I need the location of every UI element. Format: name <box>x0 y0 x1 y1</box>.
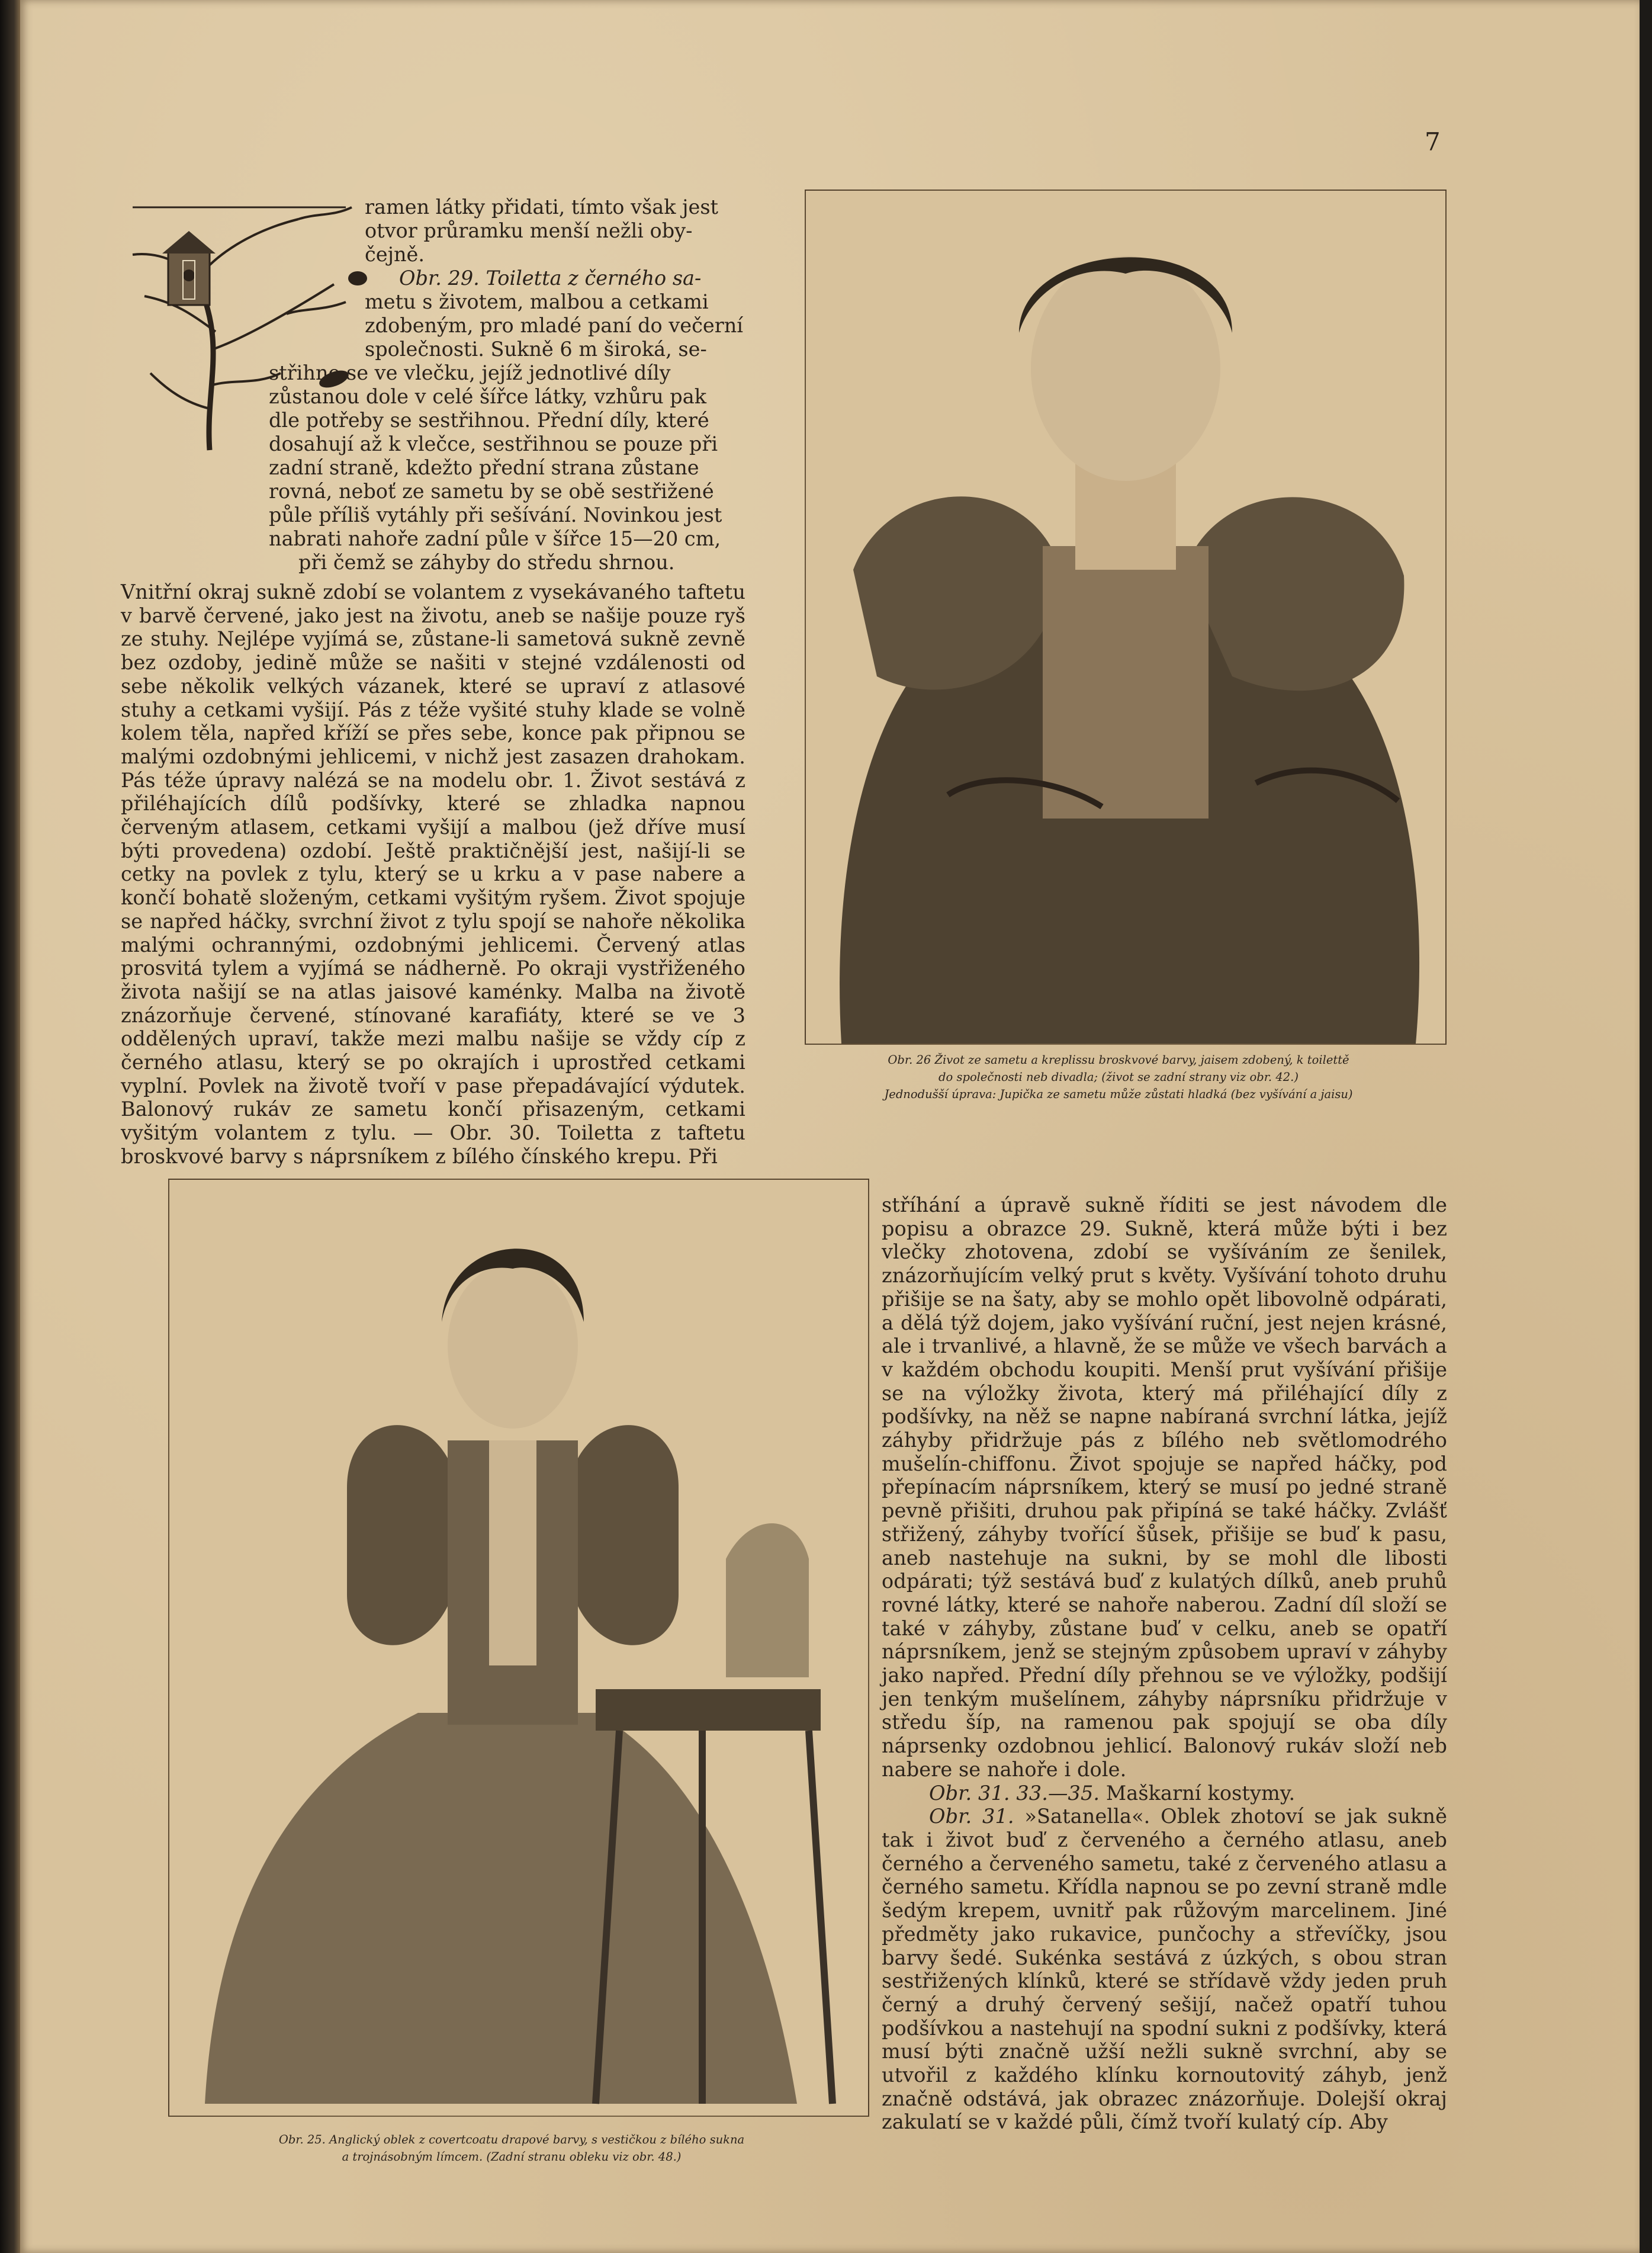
text-line: čejně. <box>365 243 425 266</box>
section-heading <box>882 1782 1447 1805</box>
figure-26-illustration <box>805 190 1447 1045</box>
text-line: zdobeným, pro mladé paní do večerní <box>365 314 744 337</box>
text-line: ramen látky přidati, tímto však jest <box>365 195 719 219</box>
paragraph-text: »Satanella«. Oblek zhotoví se jak sukně tak i život buď z červeného a černého atlasu, aneb černého a červeného sametu, také z červeného atlasu a černého sametu. Křídla napnou se po zevní straně mdle šedým krepem, uvnitř pak růžovým marcelinem. Jiné předměty jako rukavice, punčochy a střevíčky, jsou barvy šedé. Sukénka sestává z úzkých, s obou stran sestřižených klínků, které se střídavě vždy jeden pruh černý a druhý červený sešijí, načež opatří tuhou podšívkou a nastehují na spodní sukni z podšívky, která musí býti značně užší nežli sukně svrchní, aby se utvořil z každého klínku kornoutovitý záhyb, jenž značně odstává, jak obrazec znázorňuje. Dolejší okraj zakulatí se v každé půli, čímž tvoří kulatý cíp. Aby <box>882 1805 1448 2134</box>
figure-reference: Obr. 31. <box>929 1805 1014 1828</box>
text-line: dosahují až k vlečce, sestřihnou se pouze při <box>269 432 718 455</box>
text-line: nabrati nahoře zadní půle v šířce 15—20 cm, <box>269 527 721 550</box>
book-binding-edge <box>0 0 20 2253</box>
figure-25-illustration <box>168 1179 869 2117</box>
paragraph: stříhání a úpravě sukně říditi se jest návodem dle popisu a obrazce 29. Sukně, která může býti i bez vlečky zhotovena, zdobí se vyšíváním ze šenilek, znázorňujícím velký prut s květy. Vyšívání tohoto druhu přišije se na šaty, aby se mohlo opět libovolně odpárati, a dělá týž dojem, jako vyšívání ruční, jest nejen krásné, ale i trvanlivé, a hlavně, že se může ve všech barvách a v každém obchodu koupiti. Menší prut vyšívání přišije se na výložky života, který má přiléhající díly z podšívky, na něž se napne nabíraná svrchní látka, jejíž záhyby přidržuje pás z bílého neb světlomodrého mušelín-chiffonu. Život spojuje se napřed háčky, pod přepínacím náprsníkem, který se musí po jedné straně pevně přišiti, druhou pak připíná se také háčky. Zvlášť střižený, záhyby tvořící šůsek, přišije se buď k pasu, aneb nastehuje na sukni, by se mohl dle libosti odpárati; týž sestává buď z kulatých dílků, aneb pruhů rovné látky, které se nahoře naberou. Zadní díl složí se také v záhyby, zůstane buď v celku, aneb se opatří náprsníkem, jenž se stejným způsobem upraví v záhyby jako napřed. Přední díly přehnou se ve výložky, podšijí jen tenkým mušelínem, záhyby náprsníku přidržuje v středu šíp, na ramenou pak spojují se oba díly náprsenky ozdobnou jehlicí. Balonový rukáv složí neb nabere se nahoře i dole. <box>882 1193 1447 1781</box>
caption-line: do společnosti neb divadla; (život se zadní strany viz obr. 42.) <box>939 1070 1299 1084</box>
text-line: zůstanou dole v celé šířce látky, vzhůru pak <box>269 385 707 408</box>
paragraph <box>882 1805 1447 2134</box>
text-line: metu s životem, malbou a cetkami <box>365 290 709 313</box>
right-column-text <box>882 1193 1447 2134</box>
text-line: střihne se ve vlečku, jejíž jednotlivé díly <box>269 361 671 384</box>
caption-line: a trojnásobným límcem. (Zadní stranu obleku viz obr. 48.) <box>342 2150 682 2164</box>
caption-line: Obr. 25. Anglický oblek z covertcoatu drapové barvy, s vestičkou z bílého sukna <box>278 2133 745 2146</box>
caption-line: Jednodušší úprava: Jupička ze sametu může zůstati hladká (bez vyšívání a jaisu) <box>884 1087 1353 1101</box>
figure-25-caption <box>156 2131 867 2165</box>
figure-26-caption <box>784 1051 1453 1103</box>
text-line: zadní straně, kdežto přední strana zůstane <box>269 456 699 479</box>
text-line: rovná, neboť ze sametu by se obě sestřižené <box>269 480 714 503</box>
heading-text: Maškarní kostymy. <box>1105 1781 1296 1805</box>
text-line: při čemž se záhyby do středu shrnou. <box>298 551 675 574</box>
text-line: půle příliš vytáhly při sešívání. Novinkou jest <box>269 503 722 527</box>
text-line: dle potřeby se sestřihnou. Přední díly, které <box>269 409 709 432</box>
page-number: 7 <box>1425 127 1441 156</box>
text-line: společnosti. Sukně 6 m široká, se- <box>365 338 707 361</box>
text-line: Obr. 29. Toiletta z černého sa- <box>399 267 702 290</box>
left-column-body: Vnitřní okraj sukně zdobí se volantem z vysekávaného taftetu v barvě červené, jako jest na životu, aneb se našije pouze ryš ze stuhy. Nejlépe vyjímá se, zůstane-li sametová sukně zevně bez ozdoby, jedině může se našiti v stejné vzdálenosti od sebe několik velkých vázanek, které se upraví z atlasové stuhy a cetkami vyšijí. Pás z téže vyšité stuhy klade se volně kolem těla, napřed kříží se přes sebe, konce pak připnou se malými ozdobnými jehlicemi, v nichž jest zasazen drahokam. Pás téže úpravy nalézá se na modelu obr. 1. Život sestává z přiléhajících dílů podšívky, které se zhladka napnou červeným atlasem, cetkami vyšijí a malbou (jež dříve musí býti provedena) ozdobí. Ještě praktičnější jest, našijí-li se cetky na povlek z tylu, který se u krku a v pase nabere a končí bohatě složeným, cetkami vyšitým ryšem. Život spojuje se napřed háčky, svrchní život z tylu spojí se nahoře několika malými ochrannými, ozdobnými jehlicemi. Červený atlas prosvitá tylem a vyjímá se nádherně. Po okraji vystřiženého života našijí se na atlas jaisové kaménky. Malba na životě znázorňuje červené, stínované karafiáty, které se ve 3 oddělených upraví, takže mezi malbu našije se vždy cíp z černého atlasu, který se po okrajích i uprostřed cetkami vyplní. Povlek na životě tvoří v pase přepadávající výdutek. Balonový rukáv ze sametu končí přisazeným, cetkami vyšitým volantem z tylu. — Obr. 30. Toiletta z taftetu broskvové barvy s náprsníkem z bílého čínského krepu. Při <box>121 580 745 1168</box>
figure-reference: Obr. 31. 33.—35. <box>929 1781 1100 1805</box>
caption-line: Obr. 26 Život ze sametu a kreplissu broskvové barvy, jaisem zdobený, k toilettě <box>888 1053 1349 1067</box>
text-line: otvor průramku menší nežli oby- <box>365 219 693 242</box>
magazine-page <box>20 0 1640 2253</box>
